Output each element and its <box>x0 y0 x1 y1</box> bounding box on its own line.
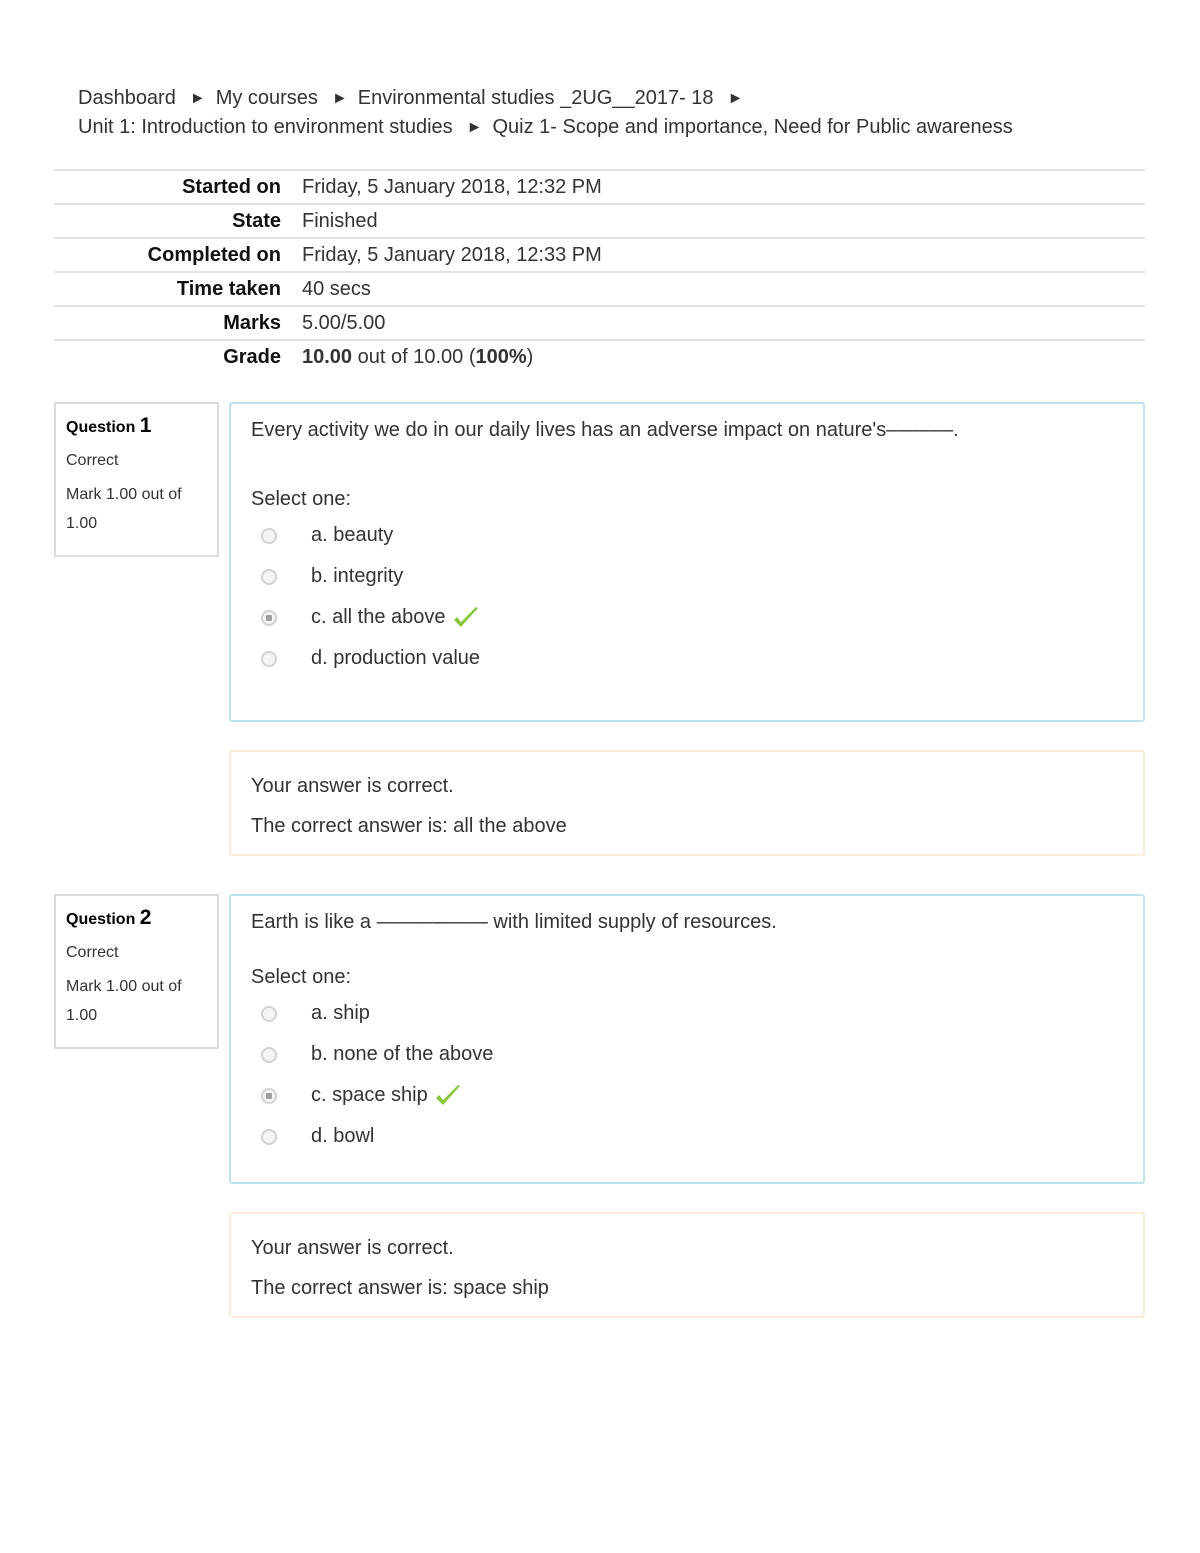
answer-label: c. space ship <box>311 1084 428 1106</box>
answer-option[interactable] <box>251 1116 1123 1157</box>
question-text: Earth is like a –––––––––– with limited supply of resources. <box>251 911 777 933</box>
triangle-right-icon: ► <box>331 90 348 107</box>
answer-option[interactable] <box>251 993 1123 1034</box>
question-info-2 <box>54 894 219 1049</box>
question-state: Correct <box>66 944 119 961</box>
triangle-right-icon: ► <box>189 90 206 107</box>
question-grade: Mark 1.00 out of 1.00 <box>66 978 182 1024</box>
answer-list <box>251 993 1123 1157</box>
breadcrumb-course[interactable]: Environmental studies _2UG__2017- 18 <box>357 87 714 109</box>
radio-button[interactable] <box>261 1006 277 1022</box>
question-label: Question <box>66 419 136 436</box>
completed-on-label: Completed on <box>147 243 281 266</box>
question-feedback-1 <box>229 750 1145 856</box>
answer-label: d. bowl <box>311 1125 375 1147</box>
grade-out-of: out of 10.00 ( <box>352 345 476 368</box>
answer-label: b. none of the above <box>311 1043 494 1065</box>
select-prompt: Select one: <box>251 488 352 510</box>
answer-option[interactable] <box>251 515 1123 556</box>
answer-label: d. production value <box>311 647 481 669</box>
breadcrumb-dashboard[interactable]: Dashboard <box>78 87 176 109</box>
answer-label: a. beauty <box>311 524 394 546</box>
radio-button[interactable] <box>261 1047 277 1063</box>
radio-button[interactable] <box>261 528 277 544</box>
time-taken-label: Time taken <box>176 277 281 300</box>
summary-row-time <box>54 272 1145 306</box>
answer-option[interactable] <box>251 638 1123 679</box>
question-state: Correct <box>66 452 119 469</box>
state-label: State <box>232 209 281 232</box>
question-number <box>66 906 207 932</box>
checkmark-icon <box>452 605 480 631</box>
answer-label: b. integrity <box>311 565 404 587</box>
grade-score: 10.00 <box>302 345 353 368</box>
triangle-right-icon: ► <box>727 90 744 107</box>
grade-percent: 100% <box>475 345 527 368</box>
state-value: Finished <box>302 209 378 232</box>
radio-button[interactable] <box>261 1129 277 1145</box>
feedback-result: Your answer is correct. <box>251 775 454 797</box>
question-num: 1 <box>139 414 152 437</box>
answer-list <box>251 515 1123 679</box>
time-taken-value: 40 secs <box>302 277 371 300</box>
question-info-1 <box>54 402 219 557</box>
question-grade: Mark 1.00 out of 1.00 <box>66 486 182 532</box>
question-formulation-1 <box>229 402 1145 722</box>
grade-value <box>281 340 1145 373</box>
question-formulation-2 <box>229 894 1145 1184</box>
completed-on-value: Friday, 5 January 2018, 12:33 PM <box>302 243 602 266</box>
started-on-label: Started on <box>182 175 281 198</box>
summary-row-grade <box>54 340 1145 373</box>
breadcrumb-unit[interactable]: Unit 1: Introduction to environment studies <box>78 116 453 138</box>
feedback-correct-answer: The correct answer is: all the above <box>251 815 567 837</box>
answer-label: c. all the above <box>311 606 446 628</box>
breadcrumb <box>78 84 1158 142</box>
grade-close: ) <box>526 345 534 368</box>
question-feedback-2 <box>229 1212 1145 1318</box>
breadcrumb-my-courses[interactable]: My courses <box>215 87 318 109</box>
feedback-result: Your answer is correct. <box>251 1237 454 1259</box>
breadcrumb-quiz[interactable]: Quiz 1- Scope and importance, Need for Public awareness <box>492 116 1013 138</box>
attempt-summary-table <box>54 169 1145 373</box>
marks-label: Marks <box>223 311 281 334</box>
triangle-right-icon: ► <box>466 119 483 136</box>
summary-row-marks <box>54 306 1145 340</box>
question-label: Question <box>66 911 136 928</box>
answer-option[interactable] <box>251 1034 1123 1075</box>
answer-option-selected[interactable] <box>251 597 1123 638</box>
feedback-correct-answer: The correct answer is: space ship <box>251 1277 549 1299</box>
summary-row-started <box>54 170 1145 204</box>
grade-label: Grade <box>223 345 281 368</box>
answer-option-selected[interactable] <box>251 1075 1123 1116</box>
radio-button[interactable] <box>261 651 277 667</box>
answer-option[interactable] <box>251 556 1123 597</box>
checkmark-icon <box>434 1083 462 1109</box>
summary-row-state <box>54 204 1145 238</box>
summary-row-completed <box>54 238 1145 272</box>
select-prompt: Select one: <box>251 966 352 988</box>
question-text: Every activity we do in our daily lives has an adverse impact on nature's––––––. <box>251 419 959 441</box>
question-num: 2 <box>139 906 152 929</box>
answer-label: a. ship <box>311 1002 370 1024</box>
radio-button-selected[interactable] <box>261 610 277 626</box>
radio-button-selected[interactable] <box>261 1088 277 1104</box>
radio-button[interactable] <box>261 569 277 585</box>
started-on-value: Friday, 5 January 2018, 12:32 PM <box>302 175 602 198</box>
question-number <box>66 414 207 440</box>
marks-value: 5.00/5.00 <box>302 311 386 334</box>
